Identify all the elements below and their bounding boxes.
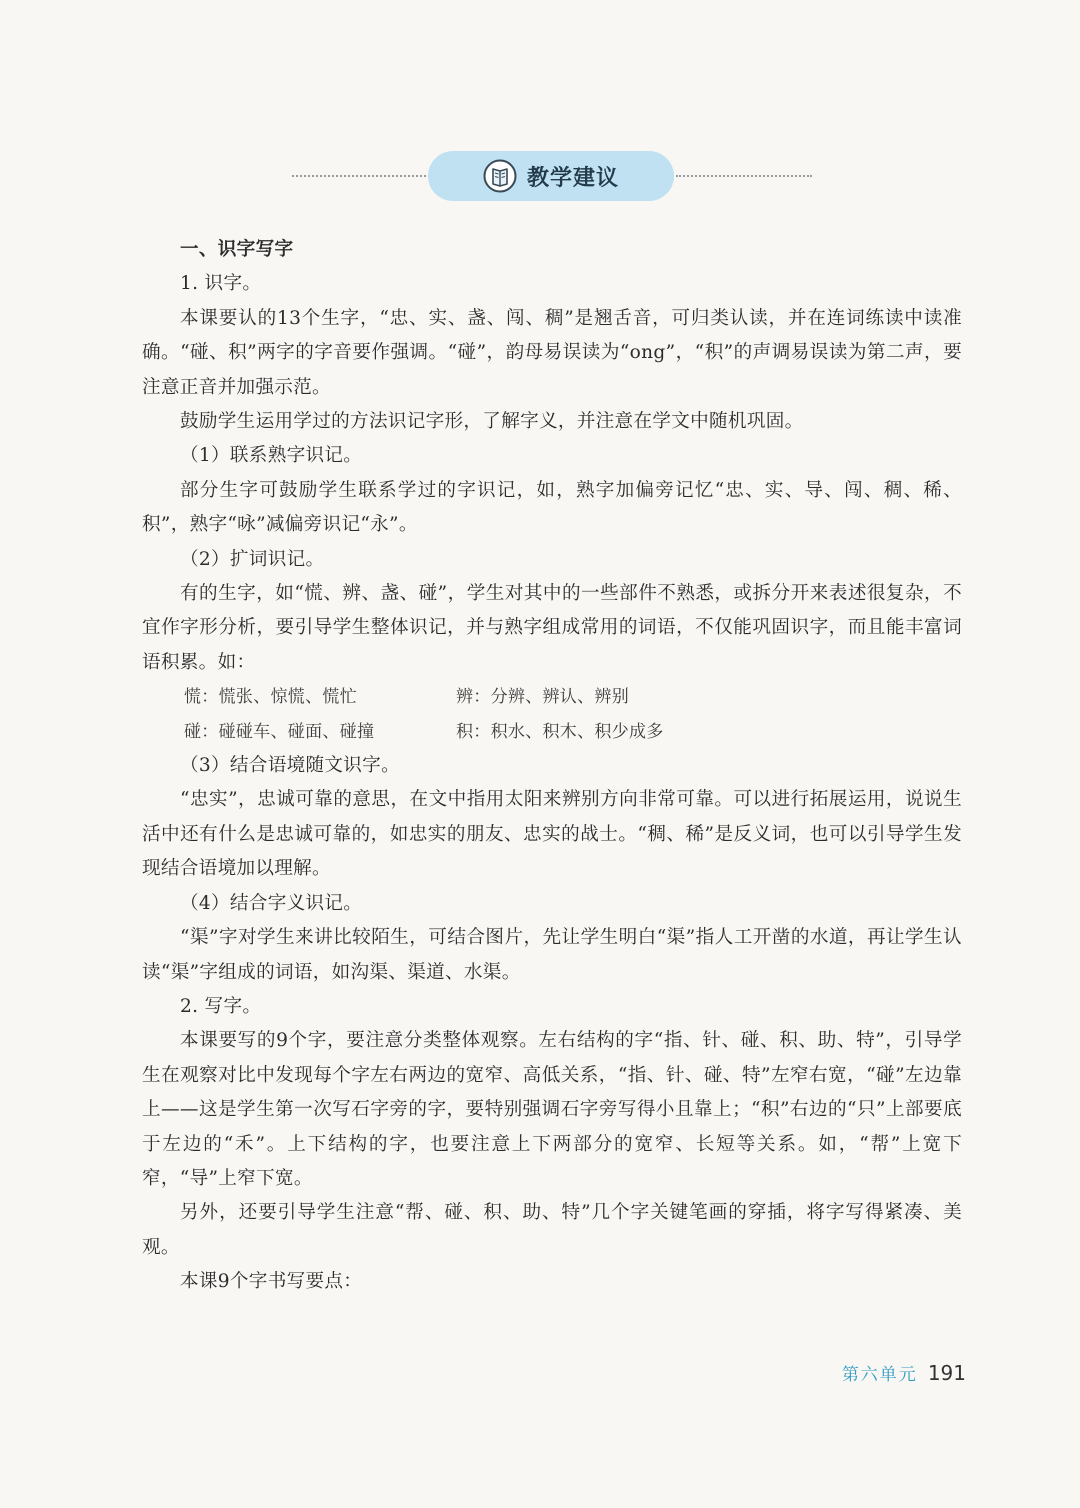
example-item: 辨：分辨、辨认、辨别 bbox=[456, 687, 629, 708]
method-title-2: （2）扩词识记。 bbox=[180, 548, 325, 570]
example-item: 碰：碰碰车、碰面、碰撞 bbox=[184, 721, 375, 742]
page-section-title: 教学建议 bbox=[526, 165, 619, 191]
method-title-4: （4）结合字义识记。 bbox=[180, 892, 363, 914]
subsection-title-writing: 2. 写字。 bbox=[180, 995, 262, 1017]
paragraph: 本课9个字书写要点： bbox=[180, 1271, 363, 1293]
main-text bbox=[142, 233, 962, 1300]
unit-label: 第六单元 bbox=[841, 1365, 918, 1385]
method-title-3: （3）结合语境随文识字。 bbox=[180, 755, 400, 777]
paragraph: 本课要认的13个生字，“忠、实、盏、闯、稠”是翘舌音，可归类认读，并在连词练读中读准确。“碰、积”两字的字音要作强调。“碰”，韵母易误读为“ong”，“积”的声调易误读为第二声，要注意正音并加强示范。 bbox=[142, 307, 962, 398]
paragraph: 有的生字，如“慌、辨、盏、碰”，学生对其中的一些部件不熟悉，或拆分开来表述很复杂，不宜作字形分析，要引导学生整体识记，并与熟字组成常用的词语，不仅能巩固识字，而且能丰富词语积累。如： bbox=[142, 583, 962, 673]
paragraph: “渠”字对学生来讲比较陌生，可结合图片，先让学生明白“渠”指人工开凿的水道，再让学生认读“渠”字组成的词语，如沟渠、渠道、水渠。 bbox=[142, 927, 962, 983]
paragraph: 本课要写的9个字，要注意分类整体观察。左右结构的字“指、针、碰、积、助、特”，引导学生在观察对比中发现每个字左右两边的宽窄、高低关系，“指、针、碰、特”左窄右宽，“碰”左边靠上——这是学生第一次写石字旁的字，要特别强调石字旁写得小且靠上；“积”右边的“只”上部要底于左边的“禾”。上下结构的字，也要注意上下两部分的宽窄、长短等关系。如，“帮”上宽下窄，“导”上窄下宽。 bbox=[142, 1030, 962, 1189]
example-row bbox=[184, 715, 962, 749]
subsection-title-recognition: 1. 识字。 bbox=[180, 273, 262, 295]
paragraph: 鼓励学生运用学过的方法识记字形，了解字义，并注意在学文中随机巩固。 bbox=[180, 411, 804, 433]
title-pill bbox=[428, 151, 674, 201]
paragraph: 另外，还要引导学生注意“帮、碰、积、助、特”几个字关键笔画的穿插，将字写得紧凑、美观。 bbox=[142, 1202, 962, 1258]
example-item: 慌：慌张、惊慌、慌忙 bbox=[184, 687, 357, 708]
paragraph: 部分生字可鼓励学生联系学过的字识记，如，熟字加偏旁记忆“忠、实、导、闯、稠、稀、积”，熟字“咏”减偏旁识记“永”。 bbox=[142, 479, 962, 536]
section-header bbox=[0, 151, 1080, 201]
example-item: 积：积水、积木、积少成多 bbox=[456, 721, 664, 742]
page-number: 191 bbox=[927, 1361, 966, 1385]
paragraph: “忠实”，忠诚可靠的意思，在文中指用太阳来辨别方向非常可靠。可以进行拓展运用，说说生活中还有什么是忠诚可靠的，如忠实的朋友、忠实的战士。“稠、稀”是反义词，也可以引导学生发现结合语境加以理解。 bbox=[142, 789, 962, 880]
page-footer bbox=[842, 1360, 966, 1385]
method-title-1: （1）联系熟字识记。 bbox=[180, 445, 363, 467]
example-row bbox=[184, 680, 962, 714]
word-examples bbox=[142, 680, 962, 749]
section-heading: 一、识字写字 bbox=[180, 239, 294, 260]
dotted-rule-right bbox=[676, 175, 812, 177]
book-icon bbox=[483, 159, 517, 193]
dotted-rule-left bbox=[292, 175, 426, 177]
